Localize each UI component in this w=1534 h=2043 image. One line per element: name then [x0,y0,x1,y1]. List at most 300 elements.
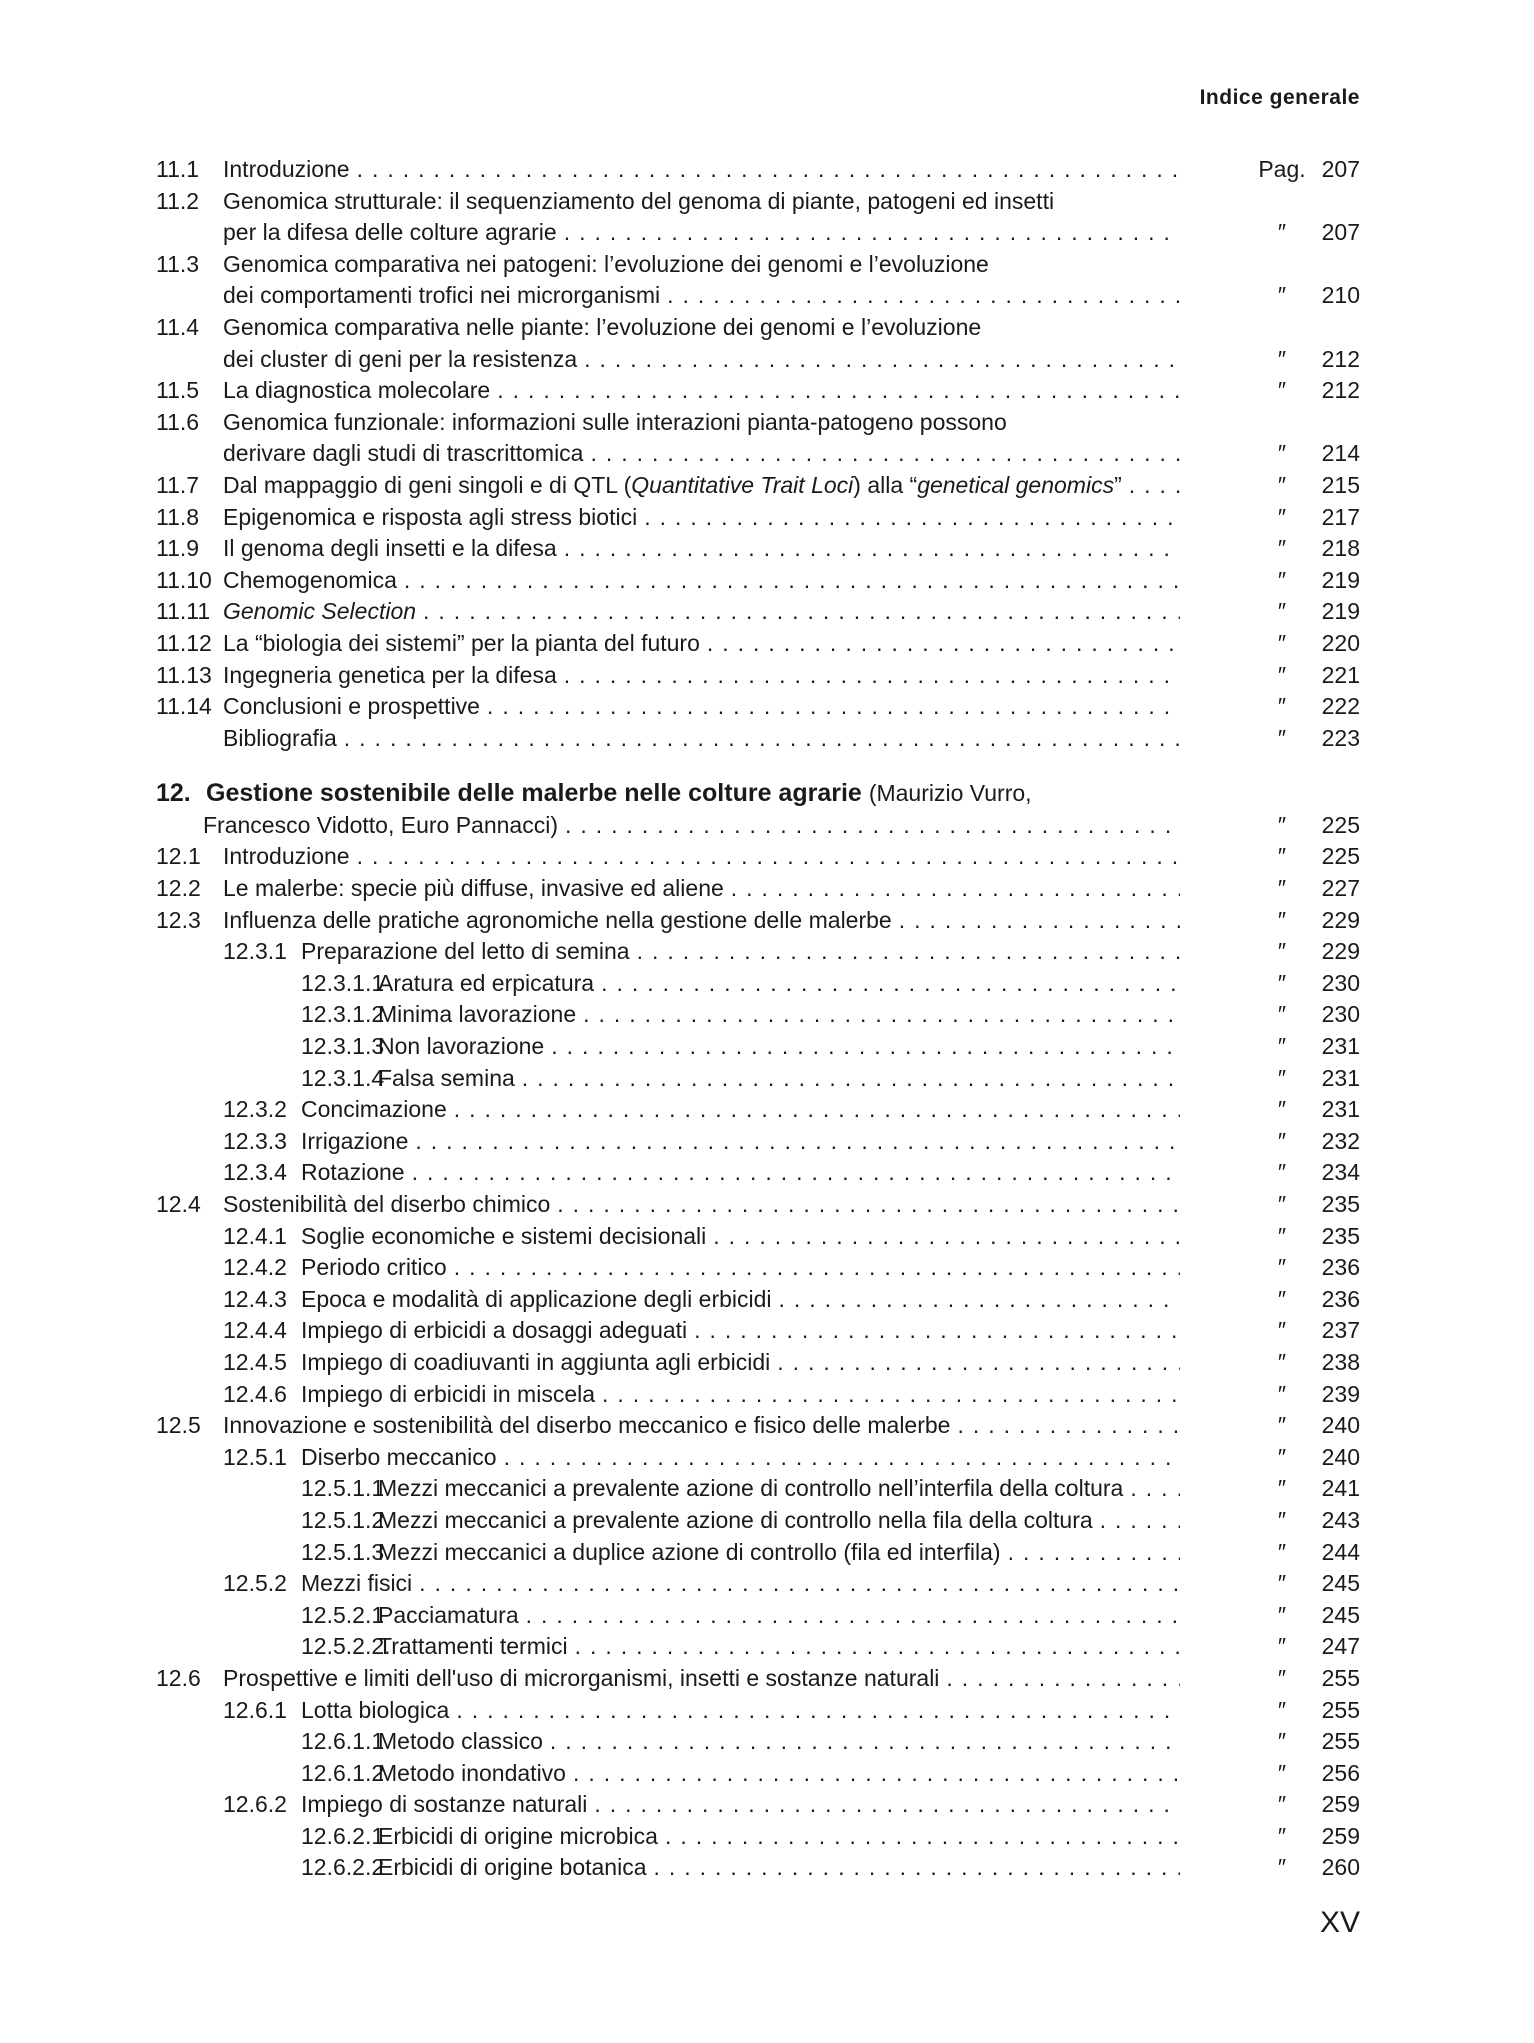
toc-entry [156,565,1360,597]
dot-leader [423,596,1180,628]
dot-leader [707,628,1180,660]
toc-entry-title: Impiego di erbicidi in miscela [301,1380,596,1407]
toc-entry-number: 12.6.2.1 [301,1822,385,1849]
toc-page-number: 236 [1321,1285,1360,1312]
toc-page-number: 231 [1321,1064,1360,1091]
toc-page-number: 225 [1321,811,1360,838]
toc-page-prefix: ″ [1277,1664,1287,1691]
dot-leader [412,1157,1180,1189]
toc-page-number: 210 [1321,282,1360,309]
toc-page-number: 234 [1321,1159,1360,1186]
dot-leader [344,723,1180,755]
dot-leader [713,1221,1180,1253]
dot-leader [667,280,1180,312]
dot-leader [526,1600,1180,1632]
dot-leader [957,1410,1180,1442]
toc-entry-title: Introduzione [223,843,350,870]
toc-entry-number: 12.4 [156,1191,201,1217]
toc-page-number: 259 [1321,1791,1360,1818]
toc-entry-title: Impiego di coadiuvanti in aggiunta agli erbicidi [301,1348,771,1375]
toc-entry-number: 12.4.5 [223,1348,287,1375]
toc-chapter-heading [156,778,1360,810]
toc-entry-number: 12.5.1.2 [301,1506,385,1533]
toc-entry-title: Il genoma degli insetti e la difesa [223,535,557,562]
dot-leader [456,1695,1180,1727]
toc-page-prefix: ″ [1277,1191,1287,1217]
dot-leader [777,1347,1180,1379]
toc-entry-title: Minima lavorazione [378,1001,577,1028]
toc-entry [156,1852,1360,1884]
toc-page-prefix: ″ [1277,1254,1287,1281]
toc-entry [156,1442,1360,1474]
toc-entry-title: per la difesa delle colture agrarie [223,219,557,246]
toc-page-prefix: ″ [1277,1096,1287,1123]
toc-page-prefix: ″ [1277,1064,1287,1091]
dot-leader [654,1852,1181,1884]
toc-page-prefix: ″ [1277,1570,1287,1597]
toc-page-prefix: ″ [1277,1633,1287,1660]
toc-entry [156,1063,1360,1095]
toc-entry-title: Genomica strutturale: il sequenziamento del genoma di piante, patogeni ed insetti [223,187,1055,214]
toc-page-prefix: ″ [1277,1285,1287,1312]
toc-page-number: 219 [1321,598,1360,625]
toc-entry [156,407,1360,439]
toc-entry-number: 11.3 [156,250,200,277]
toc-entry-title: Erbicidi di origine botanica [378,1854,647,1881]
dot-leader [551,1031,1180,1063]
toc-page-number: 259 [1321,1822,1360,1849]
toc-page-prefix: ″ [1277,219,1287,246]
toc-page-number: 243 [1321,1506,1360,1533]
toc-entry-title: Conclusioni e prospettive [223,693,480,720]
toc-entry-number: 12.3.1.3 [301,1033,385,1060]
toc-page-number: 235 [1321,1222,1360,1249]
dot-leader [564,217,1180,249]
dot-leader [694,1315,1180,1347]
toc-entry-number: 11.1 [156,156,200,182]
toc-entry-number: 12.3.1.1 [301,969,385,996]
toc-entry-title: Ingegneria genetica per la difesa [223,661,557,688]
toc-page-number: 240 [1321,1412,1360,1439]
toc-entry [156,1789,1360,1821]
toc-entry-number: 12.3.1.2 [301,1001,385,1028]
toc-entry [156,1726,1360,1758]
toc-page-number: 245 [1321,1601,1360,1628]
toc-page-number: 255 [1321,1728,1360,1755]
toc-entry [156,691,1360,723]
toc-entry-title: Non lavorazione [378,1033,545,1060]
toc-entry-title: Lotta biologica [301,1696,450,1723]
toc-entry-number: 11.9 [156,535,200,562]
toc-entry [156,936,1360,968]
toc-entry [156,375,1360,407]
page-number: XV [1319,1906,1360,1939]
toc-entry [156,312,1360,344]
toc-page-number: 227 [1321,875,1360,902]
toc-entry-number: 11.5 [156,377,200,404]
toc-page-number: 238 [1321,1348,1360,1375]
toc-page-number: 217 [1321,503,1360,530]
toc-entry-title: Introduzione [223,156,350,182]
dot-leader [590,438,1180,470]
toc-entry-title: Diserbo meccanico [301,1443,497,1470]
toc-entry-number: 12.4.1 [223,1222,287,1249]
toc-page-prefix: ″ [1277,629,1287,656]
toc-page-prefix: ″ [1277,938,1287,965]
toc-entry [156,1252,1360,1284]
toc-page-prefix: ″ [1277,1791,1287,1818]
toc-entry-number: 12.1 [156,843,201,870]
toc-entry-title: Francesco Vidotto, Euro Pannacci) [203,811,558,838]
toc-entry-title: Mezzi meccanici a prevalente azione di controllo nella fila della coltura [378,1506,1093,1533]
toc-page-number: 247 [1321,1633,1360,1660]
toc-page-prefix: ″ [1277,1506,1287,1533]
dot-leader [557,1189,1180,1221]
toc-entry-title: Chemogenomica [223,566,397,593]
dot-leader [504,1442,1180,1474]
toc-entry-title: Aratura ed erpicatura [378,969,595,996]
dot-leader [357,841,1180,873]
toc-page-prefix: ″ [1277,1728,1287,1755]
toc-entry-title: Mezzi meccanici a duplice azione di controllo (fila ed interfila) [378,1538,1001,1565]
toc-page-number: 207 [1321,156,1360,182]
toc-entry-number: 12.6.1 [223,1696,287,1723]
toc-entry-number: 12.5.1 [223,1443,287,1470]
toc-page-number: 214 [1321,440,1360,467]
toc-page-prefix: ″ [1277,345,1287,372]
toc-entry-title: Bibliografia [223,724,337,751]
toc-entry-title: Soglie economiche e sistemi decisionali [301,1222,707,1249]
toc-page-prefix: ″ [1277,1127,1287,1154]
toc-page-number: 244 [1321,1538,1360,1565]
toc-entry [156,1505,1360,1537]
toc-entry-number: 12.6.2 [223,1791,287,1818]
toc-page-prefix: Pag. [1258,156,1306,182]
toc-page-number: 256 [1321,1759,1360,1786]
toc-entry-number: 12.4.2 [223,1254,287,1281]
toc-entry [156,660,1360,692]
toc-entry-title: Impiego di erbicidi a dosaggi adeguati [301,1317,688,1344]
toc-entry [156,1600,1360,1632]
toc-entry-number: 12.3 [156,906,201,933]
toc-page-prefix: ″ [1277,1033,1287,1060]
dot-leader [404,565,1180,597]
toc-page-prefix: ″ [1277,1348,1287,1375]
dot-leader [644,502,1180,534]
toc-page-prefix: ″ [1277,377,1287,404]
toc-page-prefix: ″ [1277,1222,1287,1249]
toc-entry [156,186,1360,218]
toc-page-prefix: ″ [1277,282,1287,309]
toc-entry [156,470,1360,502]
dot-leader [665,1821,1180,1853]
toc-page-prefix: ″ [1277,535,1287,562]
toc-page-number: 222 [1321,693,1360,720]
toc-entry [156,1821,1360,1853]
toc-entry-number: 12.6.2.2 [301,1854,385,1881]
toc-entry-title: Genomic Selection [223,598,417,625]
toc-entry [156,1695,1360,1727]
toc-entry-number: 11.7 [156,471,200,498]
toc-entry-number: 11.2 [156,187,200,214]
toc-page-prefix: ″ [1277,724,1287,751]
toc-page-number: 230 [1321,969,1360,996]
toc-page-number: 237 [1321,1317,1360,1344]
toc-entry [156,905,1360,937]
toc-page-number: 255 [1321,1664,1360,1691]
toc-entry-title: Metodo classico [378,1728,543,1755]
toc-entry [156,968,1360,1000]
toc-entry-title: Genomica comparativa nei patogeni: l’evoluzione dei genomi e l’evoluzione [223,250,989,277]
toc-entry-title: Periodo critico [301,1254,447,1281]
dot-leader [584,344,1180,376]
toc-page-prefix: ″ [1277,1475,1287,1502]
toc-entry-number: 12.5 [156,1412,201,1439]
dot-leader [415,1126,1180,1158]
dot-leader [454,1252,1180,1284]
toc-page-prefix: ″ [1277,906,1287,933]
toc-page-prefix: ″ [1277,1001,1287,1028]
toc-entry [156,873,1360,905]
toc-entry-title: dei comportamenti trofici nei microrganismi [223,282,661,309]
toc-entry-title: Falsa semina [378,1064,515,1091]
dot-leader [1008,1537,1180,1569]
toc-page-prefix: ″ [1277,1317,1287,1344]
toc-entry-number: 11.4 [156,313,200,340]
toc-entry-number: 12.3.1 [223,938,287,965]
toc-entry-title: Irrigazione [301,1127,409,1154]
toc-entry-number: 11.11 [156,598,211,625]
toc-entry [156,1031,1360,1063]
toc-page-prefix: ″ [1277,811,1287,838]
toc-entry [156,217,1360,249]
toc-page-prefix: ″ [1277,1854,1287,1881]
toc-entry [156,1094,1360,1126]
toc-page-prefix: ″ [1277,1601,1287,1628]
toc-entry [156,1284,1360,1316]
toc-page-number: 231 [1321,1033,1360,1060]
toc-page-number: 231 [1321,1096,1360,1123]
dot-leader [1129,470,1180,502]
toc-entry [156,596,1360,628]
toc-page-number: 212 [1321,377,1360,404]
toc-entry-title: Erbicidi di origine microbica [378,1822,658,1849]
toc-entry-number: 12.6.1.1 [301,1728,385,1755]
toc-page-number: 221 [1321,661,1360,688]
toc-page-prefix: ″ [1277,1443,1287,1470]
toc-entry [156,999,1360,1031]
toc-entry [156,249,1360,281]
toc-entry [156,1537,1360,1569]
toc-entry [156,1157,1360,1189]
toc-entry [156,1631,1360,1663]
toc-page-number: 218 [1321,535,1360,562]
toc-page-number: 232 [1321,1127,1360,1154]
dot-leader [564,660,1180,692]
toc-entry-title: Gestione sostenibile delle malerbe nelle colture agrarie [206,779,862,808]
toc-entry-title: derivare dagli studi di trascrittomica [223,440,584,467]
toc-entry-number: 12.3.4 [223,1159,287,1186]
toc-entry [156,1315,1360,1347]
toc-entry-number: 12.5.1.3 [301,1538,385,1565]
toc-page-prefix: ″ [1277,598,1287,625]
dot-leader [419,1568,1180,1600]
toc-page-number: 207 [1321,219,1360,246]
toc-entry [156,1663,1360,1695]
toc-entry-title: Pacciamatura [378,1601,519,1628]
toc-entry-number: 11.10 [156,566,212,593]
toc-entry-number: 11.14 [156,693,212,720]
dot-leader [637,936,1180,968]
toc-page-prefix: ″ [1277,566,1287,593]
toc-entry-number: 12.6.1.2 [301,1759,385,1786]
dot-leader [357,154,1180,186]
toc-entry [156,723,1360,755]
toc-entry-number: 12.6 [156,1664,201,1691]
toc-entry [156,280,1360,312]
toc-entry [156,533,1360,565]
toc-page-number: 229 [1321,906,1360,933]
toc-entry-title: La “biologia dei sistemi” per la pianta del futuro [223,629,700,656]
toc-page-number: 220 [1321,629,1360,656]
toc-entry-number: 12. [156,779,191,808]
toc-page-prefix: ″ [1277,1380,1287,1407]
toc-entry-title: Epoca e modalità di applicazione degli erbicidi [301,1285,772,1312]
toc-page-prefix: ″ [1277,661,1287,688]
toc-entry-number: 11.8 [156,503,200,530]
dot-leader [594,1789,1180,1821]
dot-leader [899,905,1180,937]
dot-leader [779,1284,1180,1316]
toc-entry [156,1473,1360,1505]
toc-entry-title: dei cluster di geni per la resistenza [223,345,578,372]
toc-entry-number: 12.3.2 [223,1096,287,1123]
toc-page-number: 241 [1321,1475,1360,1502]
toc-page-number: 215 [1321,471,1360,498]
toc-entry [156,810,1360,842]
dot-leader [573,1758,1180,1790]
toc-entry-title: Trattamenti termici [378,1633,568,1660]
toc-page-number: 255 [1321,1696,1360,1723]
toc-entry-title: Dal mappaggio di geni singoli e di QTL (Quantitative Trait Loci) alla “genetical genomics” [223,471,1122,498]
toc-entry [156,1347,1360,1379]
dot-leader [564,533,1180,565]
toc-page-number: 212 [1321,345,1360,372]
toc-page-prefix: ″ [1277,843,1287,870]
toc-page-prefix: ″ [1277,693,1287,720]
toc-page-number: 223 [1321,724,1360,751]
toc-page-prefix: ″ [1277,1412,1287,1439]
toc-entry-number: 11.13 [156,661,212,688]
toc-page-prefix: ″ [1277,1696,1287,1723]
toc-entry-title: Epigenomica e risposta agli stress biotici [223,503,638,530]
toc-page-prefix: ″ [1277,503,1287,530]
toc-entry-title: Influenza delle pratiche agronomiche nella gestione delle malerbe [223,906,892,933]
dot-leader [550,1726,1180,1758]
toc-page-number: 230 [1321,1001,1360,1028]
toc-entry-title: Concimazione [301,1096,447,1123]
dot-leader [602,1379,1180,1411]
dot-leader [731,873,1180,905]
toc-page-prefix: ″ [1277,969,1287,996]
toc-entry [156,154,1360,186]
toc-page-number: 225 [1321,843,1360,870]
toc-entry-title: Genomica comparativa nelle piante: l’evoluzione dei genomi e l’evoluzione [223,313,982,340]
table-of-contents [156,154,1360,1884]
toc-entry [156,1189,1360,1221]
toc-entry [156,1758,1360,1790]
toc-page-number: 239 [1321,1380,1360,1407]
toc-page-number: 236 [1321,1254,1360,1281]
toc-entry-number: 12.5.2.2. [301,1633,391,1660]
toc-entry [156,1410,1360,1442]
toc-page-number: 240 [1321,1443,1360,1470]
toc-entry-number: 12.4.6 [223,1380,287,1407]
dot-leader [487,691,1180,723]
dot-leader [454,1094,1180,1126]
toc-entry [156,1221,1360,1253]
toc-entry-number: 12.3.3 [223,1127,287,1154]
toc-entry-title: La diagnostica molecolare [223,377,491,404]
toc-page-number: 219 [1321,566,1360,593]
toc-entry [156,344,1360,376]
toc-entry-number: 12.5.1.1 [301,1475,385,1502]
toc-entry-title: Innovazione e sostenibilità del diserbo meccanico e fisico delle malerbe [223,1412,951,1439]
toc-entry-number: 12.2 [156,875,201,902]
dot-leader [1100,1505,1180,1537]
toc-entry-title: Mezzi fisici [301,1570,413,1597]
toc-entry-title: Prospettive e limiti dell'uso di microrganismi, insetti e sostanze naturali [223,1664,940,1691]
toc-page-number: 245 [1321,1570,1360,1597]
toc-page-prefix: ″ [1277,1538,1287,1565]
dot-leader [522,1063,1180,1095]
dot-leader [1130,1473,1180,1505]
running-head: Indice generale [1199,86,1360,109]
dot-leader [601,968,1180,1000]
toc-entry-number: 12.5.2.1 [301,1601,385,1628]
toc-entry [156,502,1360,534]
toc-page-number: 260 [1321,1854,1360,1881]
toc-entry-title: Genomica funzionale: informazioni sulle interazioni pianta-patogeno possono [223,408,1007,435]
toc-entry-title: Preparazione del letto di semina [301,938,630,965]
toc-entry-number: 12.3.1.4 [301,1064,385,1091]
toc-page-number: 229 [1321,938,1360,965]
toc-page-number: 235 [1321,1191,1360,1217]
toc-entry-title: Mezzi meccanici a prevalente azione di controllo nell’interfila della coltura [378,1475,1124,1502]
dot-leader [575,1631,1180,1663]
toc-page-prefix: ″ [1277,1159,1287,1186]
toc-entry-title: Rotazione [301,1159,405,1186]
toc-entry-number: 11.6 [156,408,200,435]
toc-page-prefix: ″ [1277,471,1287,498]
toc-entry-number: 12.5.2 [223,1570,287,1597]
toc-entry-number: 12.4.4 [223,1317,287,1344]
toc-entry [156,1568,1360,1600]
dot-leader [497,375,1180,407]
toc-page-prefix: ″ [1277,1822,1287,1849]
toc-page-prefix: ″ [1277,440,1287,467]
toc-entry [156,1379,1360,1411]
toc-entry-number: 12.4.3 [223,1285,287,1312]
toc-chapter-authors: (Maurizio Vurro, [868,780,1032,807]
toc-entry-title: Le malerbe: specie più diffuse, invasive ed aliene [223,875,724,902]
toc-entry-number: 11.12 [156,629,212,656]
toc-page-prefix: ″ [1277,875,1287,902]
dot-leader [583,999,1180,1031]
toc-entry-title: Metodo inondativo [378,1759,566,1786]
toc-entry-title: Impiego di sostanze naturali [301,1791,588,1818]
dot-leader [946,1663,1180,1695]
